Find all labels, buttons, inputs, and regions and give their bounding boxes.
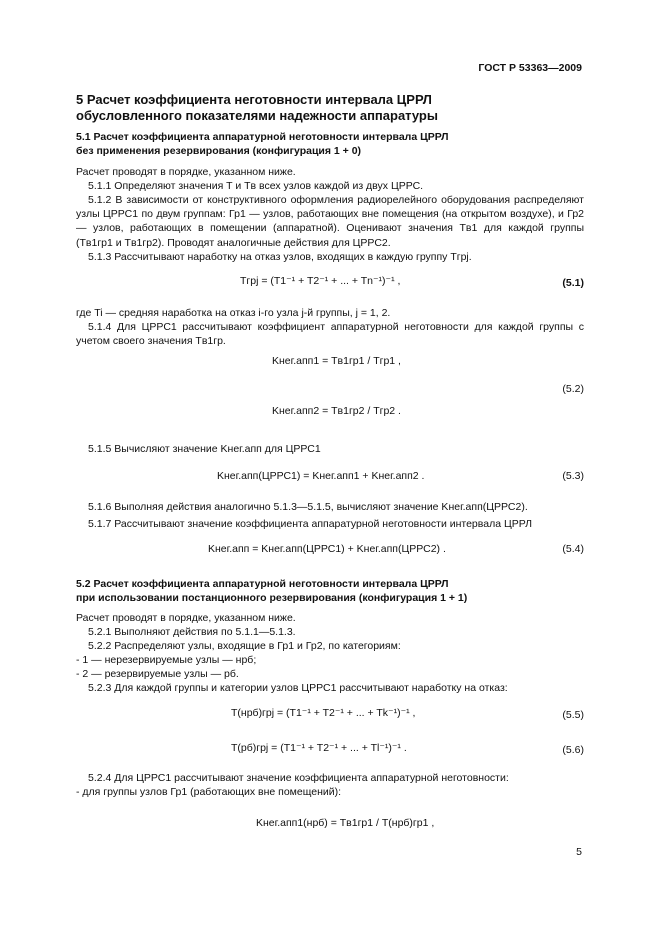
subsection-5-1-title-line1: 5.1 Расчет коэффициента аппаратурной неготовности интервала ЦРРЛ: [76, 131, 449, 143]
paragraph-5-2-3: 5.2.3 Для каждой группы и категории узлов ЦРРС1 рассчитывают наработку на отказ:: [88, 682, 508, 694]
paragraph-intro-5-2: Расчет проводят в порядке, указанном ниже.: [76, 612, 296, 624]
equation-number-5-6: (5.6): [562, 744, 584, 756]
paragraph-5-2-4: 5.2.4 Для ЦРРС1 рассчитывают значение коэффициента аппаратурной неготовности:: [88, 772, 509, 784]
paragraph-5-1-1: 5.1.1 Определяют значения T и Tв всех узлов каждой из двух ЦРРС.: [88, 180, 424, 192]
paragraph-5-2-2: 5.2.2 Распределяют узлы, входящие в Гр1 и Гр2, по категориям:: [88, 640, 401, 652]
paragraph-5-1-2: 5.1.2 В зависимости от конструктивного оформления радиорелейного оборудования распределяют узлы ЦРРС1 по двум группам: Гр1 — узлов, работающих вне помещения (на открытом воздухе), и Гр2 — узлов, работающих в помещении (аппаратной). Оценивают значения Tв1 для каждой группы (Tв1гр1 и Tв1гр2). Проводят аналогичные действия для ЦРРС2.: [76, 194, 584, 249]
section-5-title: [76, 92, 596, 124]
equation-5-7: Kнег.апп1(нрб) = Tв1гр1 / T(нрб)гр1 ,: [256, 817, 435, 829]
subsection-5-2-title: [76, 577, 596, 605]
subsection-5-2-title-line1: 5.2 Расчет коэффициента аппаратурной неготовности интервала ЦРРЛ: [76, 578, 449, 590]
section-5-title-line2: обусловленного показателями надежности аппаратуры: [76, 108, 438, 123]
page-number: 5: [576, 846, 582, 858]
equation-number-5-1: (5.1): [562, 277, 584, 289]
equation-5-3: Kнег.апп(ЦРРС1) = Kнег.апп1 + Kнег.апп2 .: [217, 470, 425, 482]
paragraph-5-1-7: 5.1.7 Рассчитывают значение коэффициента аппаратурной неготовности интервала ЦРРЛ: [88, 518, 533, 530]
paragraph-5-1-5: 5.1.5 Вычисляют значение Kнег.апп для ЦРРС1: [88, 443, 321, 455]
equation-5-1: Tгрj = (T1⁻¹ + T2⁻¹ + ... + Tn⁻¹)⁻¹ ,: [240, 275, 401, 287]
list-item-2: - 2 — резервируемые узлы — рб.: [76, 668, 239, 680]
equation-number-5-3: (5.3): [562, 470, 584, 482]
subsection-5-1-title-line2: без применения резервирования (конфигурация 1 + 0): [76, 145, 362, 157]
equation-5-2b: Kнег.апп2 = Tв1гр2 / Tгр2 .: [272, 405, 401, 417]
equation-5-6: T(рб)грj = (T1⁻¹ + T2⁻¹ + ... + Tl⁻¹)⁻¹ .: [231, 742, 407, 754]
section-5-title-line1: 5 Расчет коэффициента неготовности интервала ЦРРЛ: [76, 92, 432, 107]
paragraph-5-2-4-group1: - для группы узлов Гр1 (работающих вне помещений):: [76, 786, 342, 798]
equation-number-5-2: (5.2): [562, 383, 584, 395]
subsection-5-2-title-line2: при использовании постанционного резервирования (конфигурация 1 + 1): [76, 592, 468, 604]
equation-5-5: T(нрб)грj = (T1⁻¹ + T2⁻¹ + ... + Tk⁻¹)⁻¹ ,: [231, 707, 416, 719]
equation-5-2a: Kнег.апп1 = Tв1гр1 / Tгр1 ,: [272, 355, 401, 367]
equation-number-5-4: (5.4): [562, 543, 584, 555]
equation-number-5-5: (5.5): [562, 709, 584, 721]
paragraph-5-1-4: 5.1.4 Для ЦРРС1 рассчитывают коэффициент аппаратурной неготовности для каждой группы с учетом своего значения Tв1гр.: [76, 321, 584, 348]
paragraph-intro-5-1: Расчет проводят в порядке, указанном ниже.: [76, 166, 296, 178]
paragraph-5-2-1: 5.2.1 Выполняют действия по 5.1.1—5.1.3.: [88, 626, 296, 638]
paragraph-where: где Ti — средняя наработка на отказ i-го узла j-й группы, j = 1, 2.: [76, 307, 391, 319]
paragraph-5-1-6: 5.1.6 Выполняя действия аналогично 5.1.3—5.1.5, вычисляют значение Kнег.апп(ЦРРС2).: [88, 501, 528, 513]
subsection-5-1-title: [76, 130, 596, 158]
document-code: ГОСТ Р 53363—2009: [478, 62, 582, 74]
paragraph-5-1-3: 5.1.3 Рассчитывают наработку на отказ узлов, входящих в каждую группу Tгрj.: [88, 251, 472, 263]
list-item-1: - 1 — нерезервируемые узлы — нрб;: [76, 654, 257, 666]
equation-5-4: Kнег.апп = Kнег.апп(ЦРРС1) + Kнег.апп(ЦРРС2) .: [208, 543, 446, 555]
